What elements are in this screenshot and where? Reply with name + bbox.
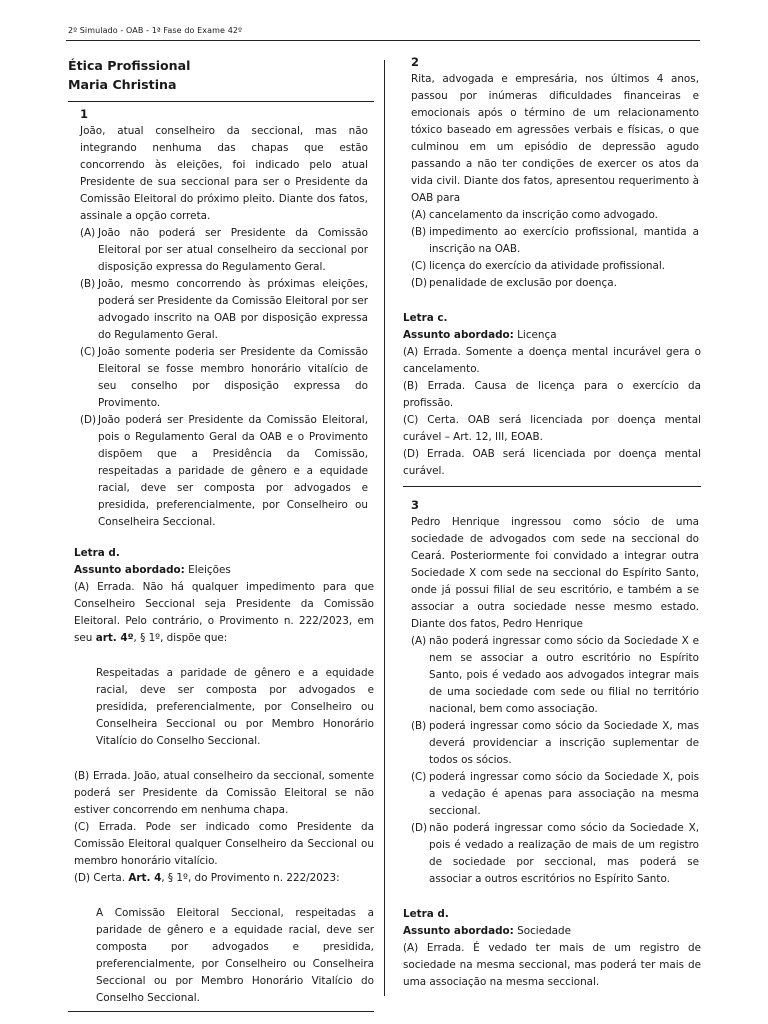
explanation-b: (B) Errada. João, atual conselheiro da seccional, somente poderá ser Presidente da Comissão Eleitoral se não estiver concorrendo em nenhuma chapa. [74,770,374,816]
right-column [403,54,701,991]
option-d: (D) penalidade de exclusão por doença. [411,277,617,289]
option-b: (B) impedimento ao exercício profissional, mantida a inscrição na OAB. [411,226,699,255]
answer-topic: Assunto abordado: Sociedade [403,925,572,937]
option-d: (D) não poderá ingressar como sócio da Sociedade X, pois é vedado a realização de mais de um registro de sociedade por seccional, mas poderá se associar a outros escritórios no Espírito Santo. [411,822,699,885]
option-a: (A) não poderá ingressar como sócio da Sociedade X e nem se associar a outro escritório no Espírito Santo, pois é vedado aos advogados integrar mais de uma sociedade com sede ou filial no território nacional, bem como associação. [411,635,699,715]
explanation-c: (C) Errada. Pode ser indicado como Presidente da Comissão Eleitoral qualquer Conselheiro da Seccional ou membro honorário vitalício. [74,821,374,867]
subject-title: Ética Profissional [68,58,191,73]
column-divider [384,60,385,996]
question-stem: Pedro Henrique ingressou como sócio de uma sociedade de advogados com sede na seccional do Ceará. Posteriormente foi convidado a integrar outra Sociedade X com sede na seccional do Espírito Santo, onde já possui filial de seu escritório, e também a se associar a outra sociedade nesse mesmo estado. Diante dos fatos, Pedro Henrique [411,516,699,630]
legal-quote-2: A Comissão Eleitoral Seccional, respeitadas a paridade de gênero e a equidade racial, deve ser composta por advogados e presidida, preferencialmente, por Conselheiro ou Conselheira Seccional ou por Membro Honorário Vitalício do Conselho Seccional. [96,907,374,1004]
option-b: (B) João, mesmo concorrendo às próximas eleições, poderá ser Presidente da Comissão Eleitoral por ser advogado inscrito na OAB por disposição expressa do Regulamento Geral. [80,278,368,341]
question-number: 3 [411,498,420,512]
running-header: 2º Simulado - OAB - 1ª Fase do Exame 42º [68,26,242,35]
explanation-b: (B) Errada. Causa de licença para o exercício da profissão. [403,380,701,409]
explanation-a: (A) Errada. Somente a doença mental incurável gera o cancelamento. [403,346,701,375]
option-a: (A) cancelamento da inscrição como advogado. [411,209,658,221]
answer-topic: Assunto abordado: Licença [403,329,557,341]
question-3 [403,497,701,888]
option-b: (B) poderá ingressar como sócio da Sociedade X, mas deverá providenciar a inscrição suplementar de todos os sócios. [411,720,699,766]
explanation-a: (A) Errada. É vedado ter mais de um registro de sociedade na mesma seccional, mas poderá ter mais de uma associação na mesma seccional. [403,942,701,988]
answer-block-1 [68,545,374,1007]
question-number: 1 [80,107,89,121]
answer-letter: Letra c. [403,312,448,324]
explanation-d: (D) Errada. OAB será licenciada por doença mental curável. [403,448,701,477]
option-a: (A) João não poderá ser Presidente da Comissão Eleitoral por ser atual conselheiro da seccional por disposição expressa do Regulamento Geral. [80,227,368,273]
question-stem: Rita, advogada e empresária, nos últimos 4 anos, passou por inúmeras dificuldades financeiras e emocionais após o término de um relacionamento tóxico baseado em agressões verbais e físicas, o que culminou em um episódio de depressão agudo passando a não ter condições de exercer os atos da vida civil. Diante dos fatos, apresentou requerimento à OAB para [411,73,699,204]
answer-block-2 [403,310,701,480]
answer-topic: Assunto abordado: Eleições [74,564,231,576]
legal-quote-1: Respeitadas a paridade de gênero e a equidade racial, deve ser composta por advogados e presidida, preferencialmente, por Conselheiro ou Conselheira Seccional ou por Membro Honorário Vitalício do Conselho Seccional. [96,667,374,747]
option-c: (C) licença do exercício da atividade profissional. [411,260,666,272]
section-rule [403,486,701,487]
question-1 [68,101,374,531]
answer-letter: Letra d. [74,547,120,559]
explanation-a: (A) Errada. Não há qualquer impedimento para que Conselheiro Seccional seja Presidente da Comissão Eleitoral. Pelo contrário, o Provimento n. 222/2023, em seu art. 4º, § 1º, dispõe que: [74,581,374,644]
explanation-c: (C) Certa. OAB será licenciada por doença mental curável – Art. 12, III, EOAB. [403,414,701,443]
answer-letter: Letra d. [403,908,449,920]
section-rule [68,1011,374,1012]
author-name: Maria Christina [68,77,177,92]
question-stem: João, atual conselheiro da seccional, mas não integrando nenhuma das chapas que estão concorrendo às eleições, foi indicado pelo atual Presidente de sua seccional para ser o Presidente da Comissão Eleitoral do próximo pleito. Diante dos fatos, assinale a opção correta. [80,125,368,222]
question-2 [403,54,701,292]
option-d: (D) João poderá ser Presidente da Comissão Eleitoral, pois o Regulamento Geral da OAB e o Provimento dispõem que a Presidência da Comissão, respeitadas a paridade de gênero e a equidade racial, deve ser composta por advogados e presidida, preferencialmente, por Conselheiro ou Conselheira Seccional. [80,414,368,528]
explanation-d: (D) Certa. Art. 4, § 1º, do Provimento n. 222/2023: [74,872,340,884]
answer-block-3 [403,906,701,991]
header-rule [66,40,700,41]
option-c: (C) João somente poderia ser Presidente da Comissão Eleitoral se fosse membro honorário vitalício de seu conselho por disposição expressa do Provimento. [80,346,368,409]
option-c: (C) poderá ingressar como sócio da Sociedade X, pois a vedação é apenas para associação na mesma seccional. [411,771,699,817]
question-number: 2 [411,55,420,69]
left-column [68,56,374,1012]
